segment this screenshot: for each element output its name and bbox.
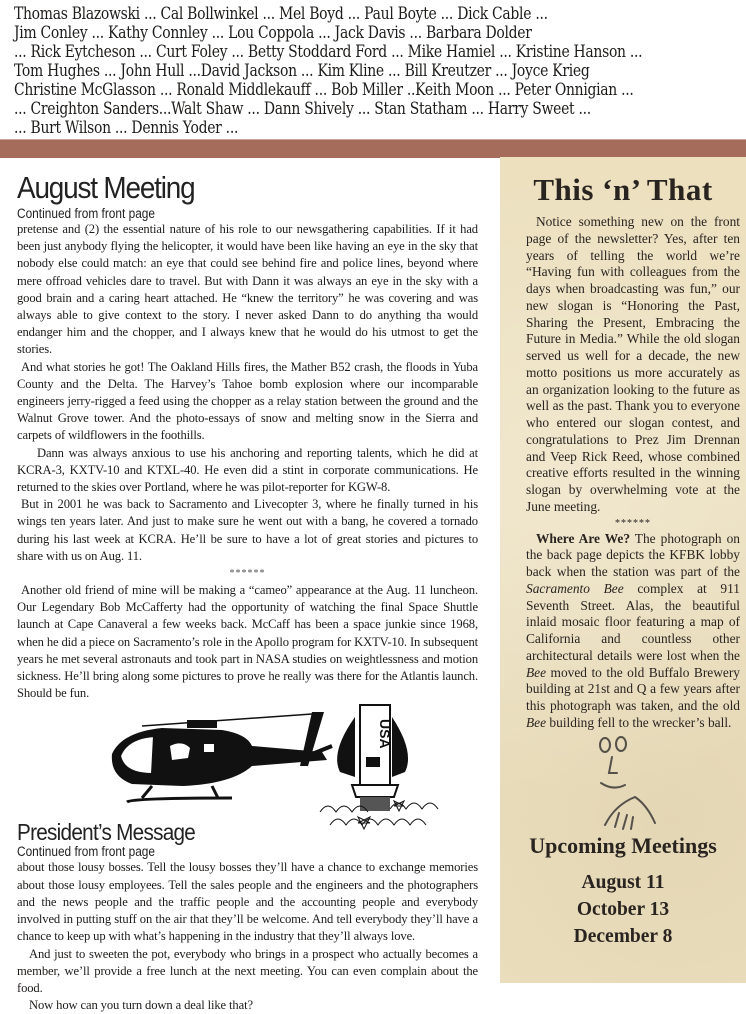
separator: ****** <box>615 517 651 529</box>
text-italic: Bee <box>526 714 547 730</box>
meeting-date: December 8 <box>573 926 673 947</box>
text: complex at 911 Seventh Street. Alas, the beautiful inlaid mosaic floor featuring a map of California and countless other architectural details were lost when the <box>526 580 740 663</box>
divider-band <box>0 139 746 158</box>
text: moved to the old Buffalo Brewery building at 21st and Q a few years after this photograph was taken, and the old <box>526 664 740 713</box>
names-line: Christine McGlasson ... Ronald Middlekauff ... Bob Miller ..Keith Moon ... Peter Onnigian ... <box>14 80 634 99</box>
this-n-that-sidebar <box>500 157 746 983</box>
rocket-label: USA <box>377 719 393 750</box>
names-line: Thomas Blazowski ... Cal Bollwinkel ... Mel Boyd ... Paul Boyte ... Dick Cable ... <box>14 4 548 23</box>
paragraph: pretense and (2) the essential nature of his role to our newsgathering capabilities. If it had been just anybody flying the helicopter, it would have been like having an eye in the sky that nobody else could match: an eye that could see behind fire and police lines, beyond where mere offroad vehicles dare to travel. But with Dann it was always an eye in the sky with a good brain and a caring heart attached. He “knew the territory” he was covering and was always able to give context to the story. I never asked Dann to do anything tha would endanger him and the chopper, and I always knew that he would do his utmost to get the stories. <box>17 222 478 357</box>
sidebar-title: This ‘n’ That <box>533 172 713 207</box>
presidents-message-body <box>17 859 478 1014</box>
paragraph: about those lousy bosses. Tell the lousy bosses they’ll have a chance to exchange memories about those lousy employees. Tell the sales people and the engineers and the photographers and the news people and the traffic people and the accounting people and everybody involved in putting stuff on the air that they’ll be welcome. And tell everybody they’ll have a chance to keep up with what’s happening in the industry that they’ll always love. <box>17 860 478 944</box>
names-line: ... Creighton Sanders...Walt Shaw ... Dann Shively ... Stan Statham ... Harry Sweet ... <box>14 99 591 118</box>
presidents-message-title: President’s Message <box>17 819 196 846</box>
upcoming-meetings-list <box>500 869 746 950</box>
paragraph: Now how can you turn down a deal like that? <box>29 998 253 1013</box>
where-are-we-paragraph <box>526 531 740 732</box>
separator: ****** <box>229 568 266 580</box>
paragraph: And just to sweeten the pot, everybody who brings in a prospect who actually becomes a member, we’ll provide a free lunch at the next meeting. You can even complain about the food. <box>17 946 478 995</box>
where-are-we-heading: Where Are We? <box>536 530 631 546</box>
names-line: Tom Hughes ... John Hull ...David Jackson ... Kim Kline ... Bill Kreutzer ... Joyce Krieg <box>14 61 590 80</box>
text: The photograph on the back page depicts the KFBK lobby back when the station was part of the <box>526 530 740 579</box>
august-meeting-body <box>17 221 478 702</box>
paragraph: Dann was always anxious to use his anchoring and reporting talents, which he did at KCRA-3, KXTV-10 and KTXL-40. He even did a stint in corporate communications. He returned to the skies over Portland, where he was pilot-reporter for KGW-8. <box>17 445 478 495</box>
august-meeting-subtitle: Continued from front page <box>17 206 156 221</box>
upcoming-meetings-title: Upcoming Meetings <box>529 833 717 858</box>
paragraph: But in 2001 he was back to Sacramento and Livecopter 3, where he finally turned in his wings ten years later. And just to make sure he went out with a bang, he covered a tornado during his last week at KCRA. He’ll be sure to have a lot of great stories and pictures to share with us on Aug. 11. <box>17 497 478 563</box>
meeting-date: August 11 <box>581 872 665 893</box>
helicopter-illustration <box>72 704 342 804</box>
paragraph: And what stories he got! The Oakland Hills fires, the Mather B52 crash, the floods in Yuba County and the Delta. The Harvey’s Tahoe bomb explosion where our incomparable engineers jerry-rigged a feed using the chopper as a relay station between the ground and the Walnut Grove tower. And the photo-essays of snow and melting snow in the Sierra and carpets of wildflowers in the foothills. <box>17 359 478 443</box>
rocket-illustration <box>310 697 450 837</box>
names-line: ... Rick Eytcheson ... Curt Foley ... Betty Stoddard Ford ... Mike Hamiel ... Kristine Hanson ... <box>14 42 643 61</box>
august-meeting-title: August Meeting <box>17 170 195 205</box>
sidebar-body <box>526 214 740 732</box>
text-italic: Bee <box>526 664 547 680</box>
names-line: Jim Conley ... Kathy Connley ... Lou Coppola ... Jack Davis ... Barbara Dolder <box>14 23 532 42</box>
pointing-face-doodle <box>585 735 675 835</box>
text: building fell to the wrecker’s ball. <box>546 714 732 730</box>
text-italic: Sacramento Bee <box>526 580 624 596</box>
member-names-list <box>14 4 744 137</box>
names-line: ... Burt Wilson ... Dennis Yoder ... <box>14 118 239 137</box>
main-column <box>17 170 478 1014</box>
paragraph: Another old friend of mine will be making a “cameo” appearance at the Aug. 11 luncheon. Our Legendary Bob McCafferty had the opportunity of watching the final Space Shuttle launch at Cape Canaveral a few weeks back. McCaff has been a space junkie since 1968, when he did a piece on Sacramento’s role in the Apollo program for KXTV-10. In subsequent years he met several astronauts and took part in NASA studies on weightlessness and motion sickness. He’ll bring along some pictures to prove he really was there for the Atlantis launch. Should be fun. <box>17 583 479 701</box>
illustrations <box>17 702 478 820</box>
paragraph: Notice something new on the front page of the newsletter? Yes, after ten years of telling the world we’re “Having fun with colleagues from the days when broadcasting was fun,” our new slogan is “Honoring the Past, Sharing the Present, Embracing the Future in Media.” While the old slogan served us well for a decade, the new motto positions us more accurately as an organization looking to the future as well as the past. Thank you to everyone who entered our slogan contest, and congratulations to Prez Jim Drennan and Veep Rick Reed, whose combined creative efforts resulted in the winning slogan by overwhelming vote at the June meeting. <box>526 214 740 514</box>
presidents-message-subtitle: Continued from front page <box>17 844 156 860</box>
meeting-date: October 13 <box>576 899 670 920</box>
